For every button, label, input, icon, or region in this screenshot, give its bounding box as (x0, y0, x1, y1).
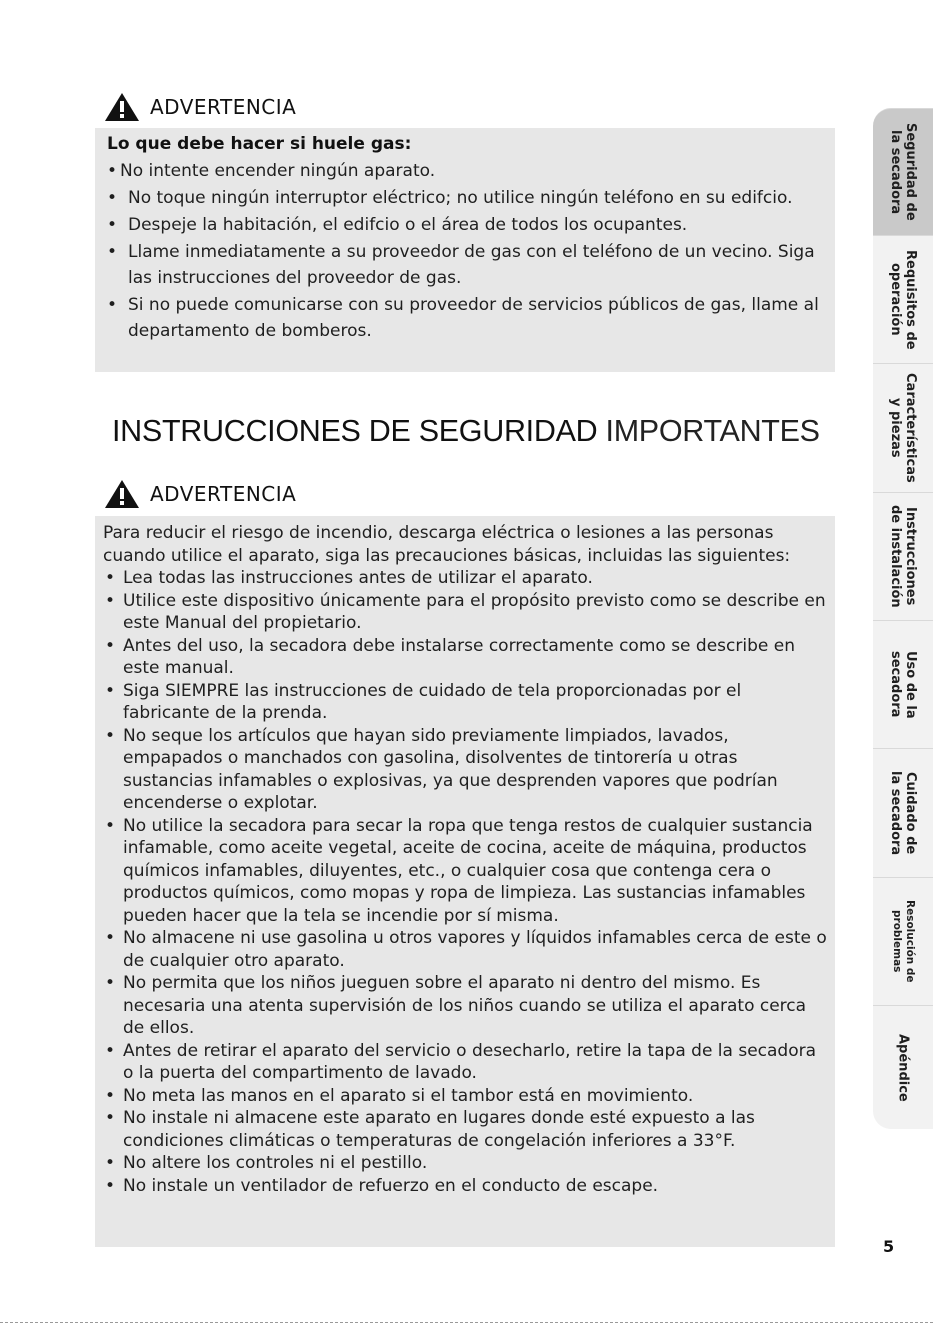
list-item: • Si no puede comunicarse con su proveedor de servicios públicos de gas, llame al departamento de bomberos. (107, 292, 825, 344)
safety-warning-box (95, 516, 835, 1247)
list-item: • Siga SIEMPRE las instrucciones de cuidado de tela proporcionadas por el fabricante de la prenda. (103, 680, 829, 725)
list-item: • Lea todas las instrucciones antes de utilizar el aparato. (103, 567, 829, 590)
tab-seguridad-secadora[interactable] (873, 108, 933, 235)
section-tabs (873, 108, 933, 1128)
gas-warning-title: Lo que debe hacer si huele gas: (107, 134, 412, 154)
warning-heading-text: ADVERTENCIA (150, 95, 297, 119)
tab-label: Cuidado de la secadora (888, 770, 918, 856)
tab-requisitos-operacion[interactable] (873, 235, 933, 363)
list-item: • No toque ningún interruptor eléctrico; no utilice ningún teléfono en su edifcio. (107, 185, 825, 211)
list-item: • No instale ni almacene este aparato en lugares donde esté expuesto a las condiciones climáticas o temperaturas de congelación inferiores a 33°F. (103, 1107, 829, 1152)
tab-caracteristicas-piezas[interactable] (873, 363, 933, 492)
list-item: • No altere los controles ni el pestillo. (103, 1152, 829, 1175)
tab-label: Requisitos de operación (888, 249, 918, 350)
list-item: • No permita que los niños jueguen sobre el aparato ni dentro del mismo. Es necesaria una atenta supervisión de los niños cuando se utiliza el aparato cerca de ellos. (103, 972, 829, 1040)
safety-warning-list (103, 567, 829, 1197)
warning-heading-gas (104, 92, 296, 122)
list-item: • Antes de retirar el aparato del servicio o desecharlo, retire la tapa de la secadora o la puerta del compartimento de lavado. (103, 1040, 829, 1085)
tab-resolucion-problemas[interactable] (873, 877, 933, 1005)
tab-uso-secadora[interactable] (873, 620, 933, 748)
tab-label: Uso de la secadora (888, 650, 918, 719)
list-item: • Antes del uso, la secadora debe instalarse correctamente como se describe en este manual. (103, 635, 829, 680)
page-number: 5 (883, 1237, 895, 1256)
page-bottom-rule (0, 1322, 933, 1323)
list-item: • Despeje la habitación, el edifcio o el área de todos los ocupantes. (107, 212, 825, 238)
tab-label: Características y piezas (888, 373, 918, 483)
safety-warning-intro: Para reducir el riesgo de incendio, descarga eléctrica o lesiones a las personas cuando utilice el aparato, siga las precauciones básicas, incluidas las siguientes: (103, 523, 791, 566)
tab-label: Seguridad de la secadora (888, 123, 918, 221)
warning-heading-safety (104, 479, 296, 509)
list-item: • Utilice este dispositivo únicamente para el propósito previsto como se describe en este Manual del propietario. (103, 590, 829, 635)
warning-heading-text: ADVERTENCIA (150, 482, 297, 506)
warning-triangle-icon (104, 479, 140, 509)
tab-cuidado-secadora[interactable] (873, 748, 933, 877)
list-item: • No meta las manos en el aparato si el tambor está en movimiento. (103, 1085, 829, 1108)
gas-warning-list (107, 158, 825, 344)
list-item: • No seque los artículos que hayan sido previamente limpiados, lavados, empapados o manchados con gasolina, disolventes de tintorería u otras sustancias infamables o explosivas, ya que desprenden vapores que podrían encenderse o explotar. (103, 725, 829, 815)
page-title-main: INSTRUCCIONES DE SEGURIDAD (112, 414, 598, 448)
page-title-secondary: IMPORTANTES (605, 414, 820, 448)
list-item: • No intente encender ningún aparato. (107, 158, 825, 184)
list-item: • No almacene ni use gasolina u otros vapores y líquidos infamables cerca de este o de cualquier otro aparato. (103, 927, 829, 972)
list-item: • Llame inmediatamente a su proveedor de gas con el teléfono de un vecino. Siga las instrucciones del proveedor de gas. (107, 239, 825, 291)
warning-triangle-icon (104, 92, 140, 122)
list-item: • No instale un ventilador de refuerzo en el conducto de escape. (103, 1175, 829, 1198)
tab-apendice[interactable] (873, 1005, 933, 1129)
tab-label: Resolución de problemas (891, 900, 916, 983)
tab-label: Apéndice (895, 1033, 911, 1102)
list-item: • No utilice la secadora para secar la ropa que tenga restos de cualquier sustancia infamable, como aceite vegetal, aceite de cocina, aceite de máquina, productos químicos infamables, diluyentes, etc., o cualquier cosa que contenga cera o productos químicos, como mopas y ropa de limpieza. Las sustancias infamables pueden hacer que la tela se incendie por sí misma. (103, 815, 829, 928)
gas-warning-box (95, 128, 835, 372)
tab-instrucciones-instalacion[interactable] (873, 492, 933, 620)
tab-label: Instrucciones de instalación (888, 505, 918, 608)
page-title (112, 414, 820, 449)
